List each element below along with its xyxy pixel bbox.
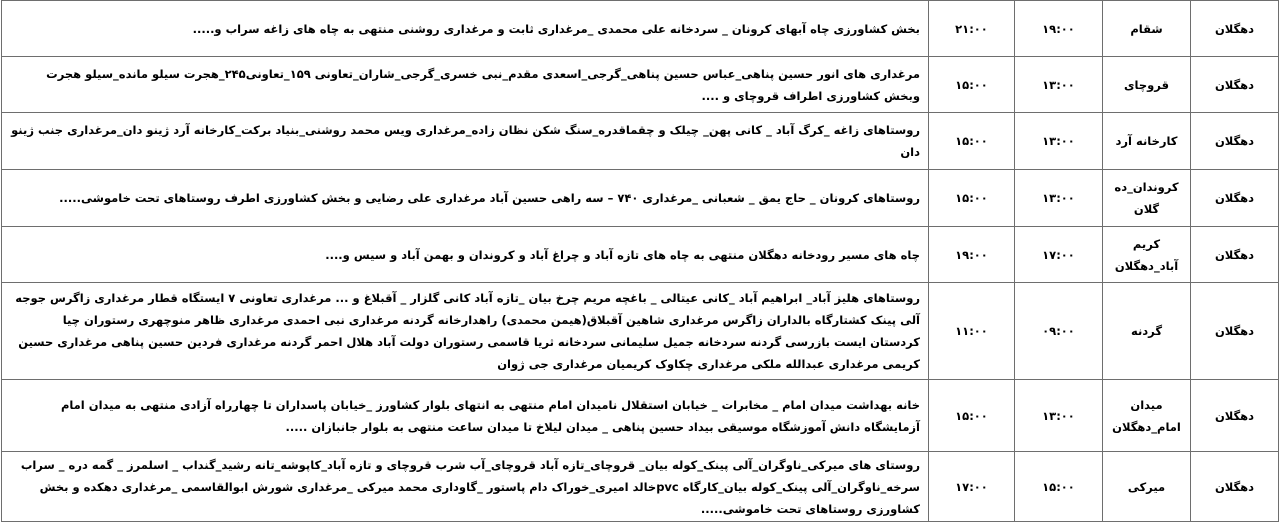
start-time-cell: ۱۵:۰۰ [1015, 452, 1103, 522]
area-cell: شقام [1103, 1, 1191, 57]
table-row [2, 57, 1279, 113]
end-time-cell: ۱۵:۰۰ [929, 113, 1015, 170]
end-time-cell: ۲۱:۰۰ [929, 1, 1015, 57]
start-time-cell: ۱۹:۰۰ [1015, 1, 1103, 57]
area-cell: میرکی [1103, 452, 1191, 522]
area-cell: گردنه [1103, 283, 1191, 380]
end-time-cell: ۱۱:۰۰ [929, 283, 1015, 380]
table-row [2, 283, 1279, 380]
area-cell: کروندان_ده گلان [1103, 170, 1191, 227]
city-cell: دهگلان [1191, 1, 1279, 57]
table-row [2, 113, 1279, 170]
start-time-cell: ۰۹:۰۰ [1015, 283, 1103, 380]
start-time-cell: ۱۳:۰۰ [1015, 57, 1103, 113]
end-time-cell: ۱۷:۰۰ [929, 452, 1015, 522]
city-cell: دهگلان [1191, 57, 1279, 113]
affected-areas-cell: روستای های میرکی_ناوگران_آلی پینک_کوله بیان_ قروچای_تازه آباد قروچای_آب شرب قروچای و تازه آباد_کاپوشه_تانه رشید_گنداب _ اسلمرز _ گمه دره _ سراب سرخه_ناوگران_آلی پینک_کوله بیان_کارگاه pvcخالد امیری_خوراک دام پاستور _گاوداری محمد میرکی _مرغداری شورش ابوالقاسمی _مرغداری دهکده و بخش کشاورزی روستاهای تحت خاموشی..... [2, 452, 929, 522]
end-time-cell: ۱۹:۰۰ [929, 227, 1015, 283]
affected-areas-cell: روستاهای زاغه _کرگ آباد _ کانی پهن_ چیلک و چقماقدره_سنگ شکن نظان زاده_مرغداری ویس محمد روشنی_بنیاد برکت_کارخانه آرد ژینو دان_مرغداری جنب ژینو دان [2, 113, 929, 170]
start-time-cell: ۱۳:۰۰ [1015, 170, 1103, 227]
affected-areas-cell: چاه های مسیر رودخانه دهگلان منتهی به چاه های تازه آباد و چراغ آباد و کروندان و بهمن آباد و سیس و.... [2, 227, 929, 283]
affected-areas-cell: روستاهای کرونان _ حاج یمق _ شعبانی _مرغداری ۷۴۰ – سه راهی حسین آباد مرغداری علی رضایی و بخش کشاورزی اطرف روستاهای تحت خاموشی..... [2, 170, 929, 227]
city-cell: دهگلان [1191, 380, 1279, 452]
end-time-cell: ۱۵:۰۰ [929, 57, 1015, 113]
table-row [2, 170, 1279, 227]
table-row [2, 227, 1279, 283]
end-time-cell: ۱۵:۰۰ [929, 170, 1015, 227]
affected-areas-cell: بخش کشاورزی چاه آبهای کرونان _ سردخانه علی محمدی _مرغداری ثابت و مرغداری روشنی منتهی به چاه های زاغه سراب و..... [2, 1, 929, 57]
table-row [2, 380, 1279, 452]
area-cell: کارخانه آرد [1103, 113, 1191, 170]
area-cell: میدان امام_دهگلان [1103, 380, 1191, 452]
start-time-cell: ۱۳:۰۰ [1015, 380, 1103, 452]
table-row [2, 1, 1279, 57]
affected-areas-cell: مرغداری های انور حسین پناهی_عباس حسین پناهی_گرجی_اسعدی مقدم_نبی خسری_گرجی_شاران_تعاونی ۱۵۹_تعاونی۲۴۵_هجرت سیلو مانده_سیلو هجرت وبخش کشاورزی اطراف قروچای و .... [2, 57, 929, 113]
city-cell: دهگلان [1191, 227, 1279, 283]
city-cell: دهگلان [1191, 283, 1279, 380]
end-time-cell: ۱۵:۰۰ [929, 380, 1015, 452]
area-cell: کریم آباد_دهگلان [1103, 227, 1191, 283]
city-cell: دهگلان [1191, 170, 1279, 227]
start-time-cell: ۱۷:۰۰ [1015, 227, 1103, 283]
start-time-cell: ۱۳:۰۰ [1015, 113, 1103, 170]
city-cell: دهگلان [1191, 113, 1279, 170]
city-cell: دهگلان [1191, 452, 1279, 522]
affected-areas-cell: روستاهای هلیز آباد_ ابراهیم آباد _کانی عیتالی _ باغچه مریم چرخ بیان _تازه آباد کانی گلزار _ آقبلاغ و ... مرغداری تعاونی ۷ ایستگاه قطار مرغداری زاگرس جوجه آلی پینک کشتارگاه بالداران زاگرس مرغداری شاهین آقبلاق(هیمن محمدی) راهدارخانه گردنه مرغداری نبی احمدی مرغداری ظاهر منوچهری رستوران چیا کردستان ایست بازرسی گردنه سردخانه جمیل سلیمانی سردخانه ثریا قاسمی رستوران دولت آباد هلال احمر گردنه مرغداری فردین حسین پناهی مرغداری حسین کریمی مرغداری عبدالله ملکی مرغداری چکاوک کریمیان مرغداری جی ژوان [2, 283, 929, 380]
affected-areas-cell: خانه بهداشت میدان امام _ مخابرات _ خیابان استقلال نامیدان امام منتهی به انتهای بلوار کشاورز _خیابان پاسداران تا چهارراه آزادی منتهی به میدان امام آزمایشگاه دانش آموزشگاه موسیقی بیداد حسین پناهی _ میدان لیلاخ تا میدان ساعت منتهی به بلوار جانبازان ..... [2, 380, 929, 452]
outage-schedule-table [1, 0, 1279, 522]
area-cell: قروچای [1103, 57, 1191, 113]
table-row [2, 452, 1279, 522]
